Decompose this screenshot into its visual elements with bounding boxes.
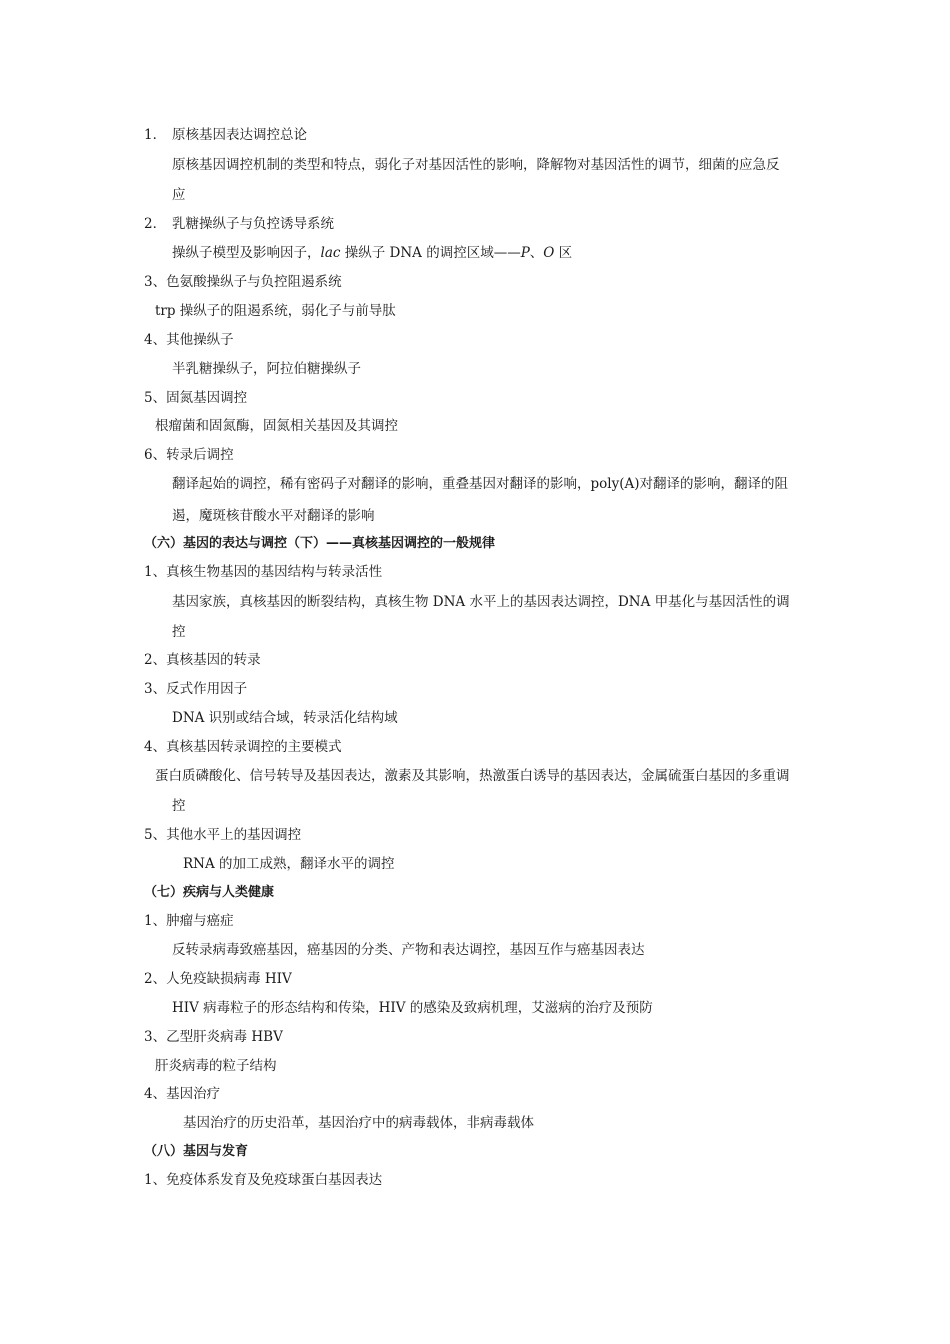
item-description: 蛋白质磷酸化、信号转导及基因表达，激素及其影响，热激蛋白诱导的基因表达，金属硫蛋白基因的多重调 <box>155 768 790 784</box>
item-heading: 5、固氮基因调控 <box>144 390 248 406</box>
item-heading: 1． 原核基因表达调控总论 <box>144 127 307 143</box>
item-description: RNA 的加工成熟，翻译水平的调控 <box>183 856 395 872</box>
item-description: 应 <box>172 187 186 203</box>
item-heading: 1、肿瘤与癌症 <box>144 913 234 929</box>
item-heading: 2、真核基因的转录 <box>144 652 261 668</box>
item-description: 基因家族，真核基因的断裂结构，真核生物 DNA 水平上的基因表达调控，DNA 甲基化与基因活性的调 <box>172 594 790 610</box>
item-description: 操纵子模型及影响因子，lac 操纵子 DNA 的调控区域——P、O 区 <box>172 245 573 261</box>
section-heading: （八）基因与发育 <box>144 1144 249 1159</box>
item-description: 基因治疗的历史沿革，基因治疗中的病毒载体，非病毒载体 <box>183 1115 534 1131</box>
item-heading: 4、基因治疗 <box>144 1086 221 1102</box>
item-heading: 4、其他操纵子 <box>144 332 234 348</box>
item-description: 反转录病毒致癌基因，癌基因的分类、产物和表达调控，基因互作与癌基因表达 <box>172 942 645 958</box>
item-heading: 6、转录后调控 <box>144 447 234 463</box>
item-heading: 5、其他水平上的基因调控 <box>144 827 302 843</box>
item-description: 控 <box>172 624 186 640</box>
item-heading: 1、免疫体系发育及免疫球蛋白基因表达 <box>144 1172 383 1188</box>
item-heading: 1、真核生物基因的基因结构与转录活性 <box>144 564 383 580</box>
item-description: trp 操纵子的阻遏系统，弱化子与前导肽 <box>155 303 396 319</box>
item-description: 肝炎病毒的粒子结构 <box>155 1058 277 1074</box>
item-description: 原核基因调控机制的类型和特点，弱化子对基因活性的影响，降解物对基因活性的调节，细菌的应急反 <box>172 157 780 173</box>
item-heading: 2． 乳糖操纵子与负控诱导系统 <box>144 216 334 232</box>
item-heading: 4、真核基因转录调控的主要模式 <box>144 739 342 755</box>
item-heading: 2、人免疫缺损病毒 HIV <box>144 971 292 987</box>
item-description: 遏，魔斑核苷酸水平对翻译的影响 <box>172 508 375 524</box>
section-heading: （七）疾病与人类健康 <box>144 885 275 900</box>
item-heading: 3、反式作用因子 <box>144 681 248 697</box>
section-heading: （六）基因的表达与调控（下）——真核基因调控的一般规律 <box>144 536 496 551</box>
item-description: 控 <box>172 798 186 814</box>
item-heading: 3、色氨酸操纵子与负控阻遏系统 <box>144 274 342 290</box>
item-heading: 3、乙型肝炎病毒 HBV <box>144 1029 283 1045</box>
item-description: 翻译起始的调控，稀有密码子对翻译的影响，重叠基因对翻译的影响，poly(A)对翻译的影响，翻译的阻 <box>172 476 788 492</box>
item-description: HIV 病毒粒子的形态结构和传染，HIV 的感染及致病机理，艾滋病的治疗及预防 <box>172 1000 653 1016</box>
item-description: 根瘤菌和固氮酶，固氮相关基因及其调控 <box>155 418 398 434</box>
item-description: DNA 识别或结合域，转录活化结构域 <box>172 710 398 726</box>
item-description: 半乳糖操纵子，阿拉伯糖操纵子 <box>172 361 361 377</box>
